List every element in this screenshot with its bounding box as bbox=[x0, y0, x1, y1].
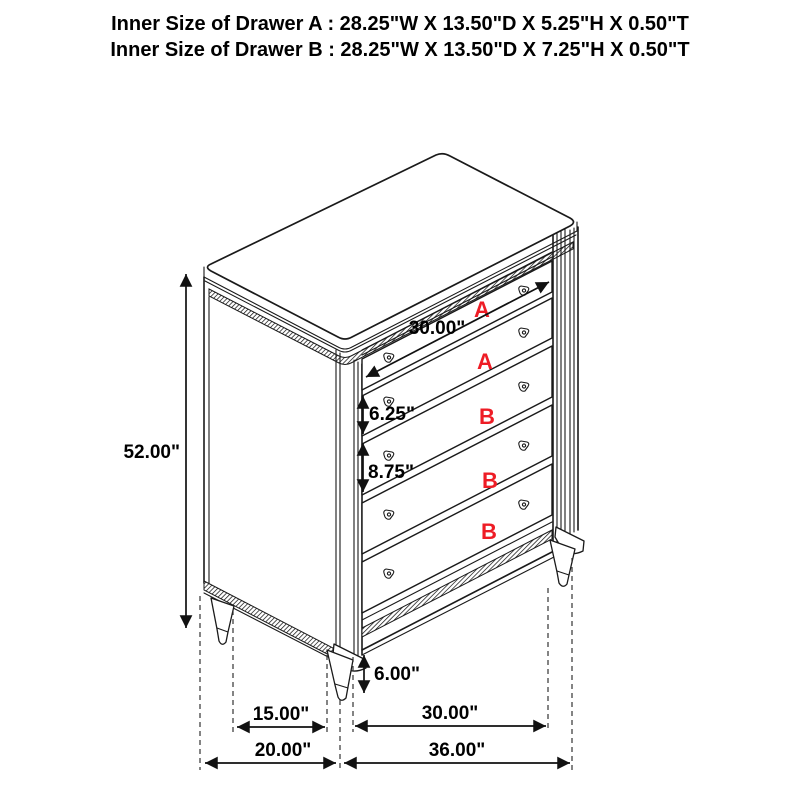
dim-label-overall-depth: 20.00" bbox=[254, 740, 312, 761]
dim-label-overall-height: 52.00" bbox=[123, 442, 180, 463]
drawer-label-b1: B bbox=[479, 404, 495, 429]
drawer-label-b2: B bbox=[482, 468, 498, 493]
dim-label-drawer-b-height: 8.75" bbox=[368, 462, 414, 483]
dim-label-drawer-width: 30.00" bbox=[408, 318, 466, 339]
chest-front-right-post bbox=[553, 227, 578, 551]
chest-drawing bbox=[204, 154, 584, 701]
left-leg bbox=[211, 598, 234, 644]
header-line-2: Inner Size of Drawer B : 28.25"W X 13.50"D X 7.25"H X 0.50"T bbox=[110, 39, 690, 61]
dim-label-overall-width: 36.00" bbox=[428, 740, 486, 761]
dim-label-leg-spacing-width: 30.00" bbox=[421, 703, 479, 724]
dim-label-leg-height: 6.00" bbox=[374, 664, 420, 685]
header-line-1: Inner Size of Drawer A : 28.25"W X 13.50"D X 5.25"H X 0.50"T bbox=[111, 13, 689, 35]
dim-label-leg-spacing-depth: 15.00" bbox=[252, 704, 310, 725]
dim-label-drawer-a-height: 6.25" bbox=[369, 404, 415, 425]
chest-front-left-post bbox=[354, 360, 362, 658]
drawer-label-a2: A bbox=[477, 349, 493, 374]
drawer-label-b3: B bbox=[481, 519, 497, 544]
drawer-label-a1: A bbox=[474, 297, 490, 322]
